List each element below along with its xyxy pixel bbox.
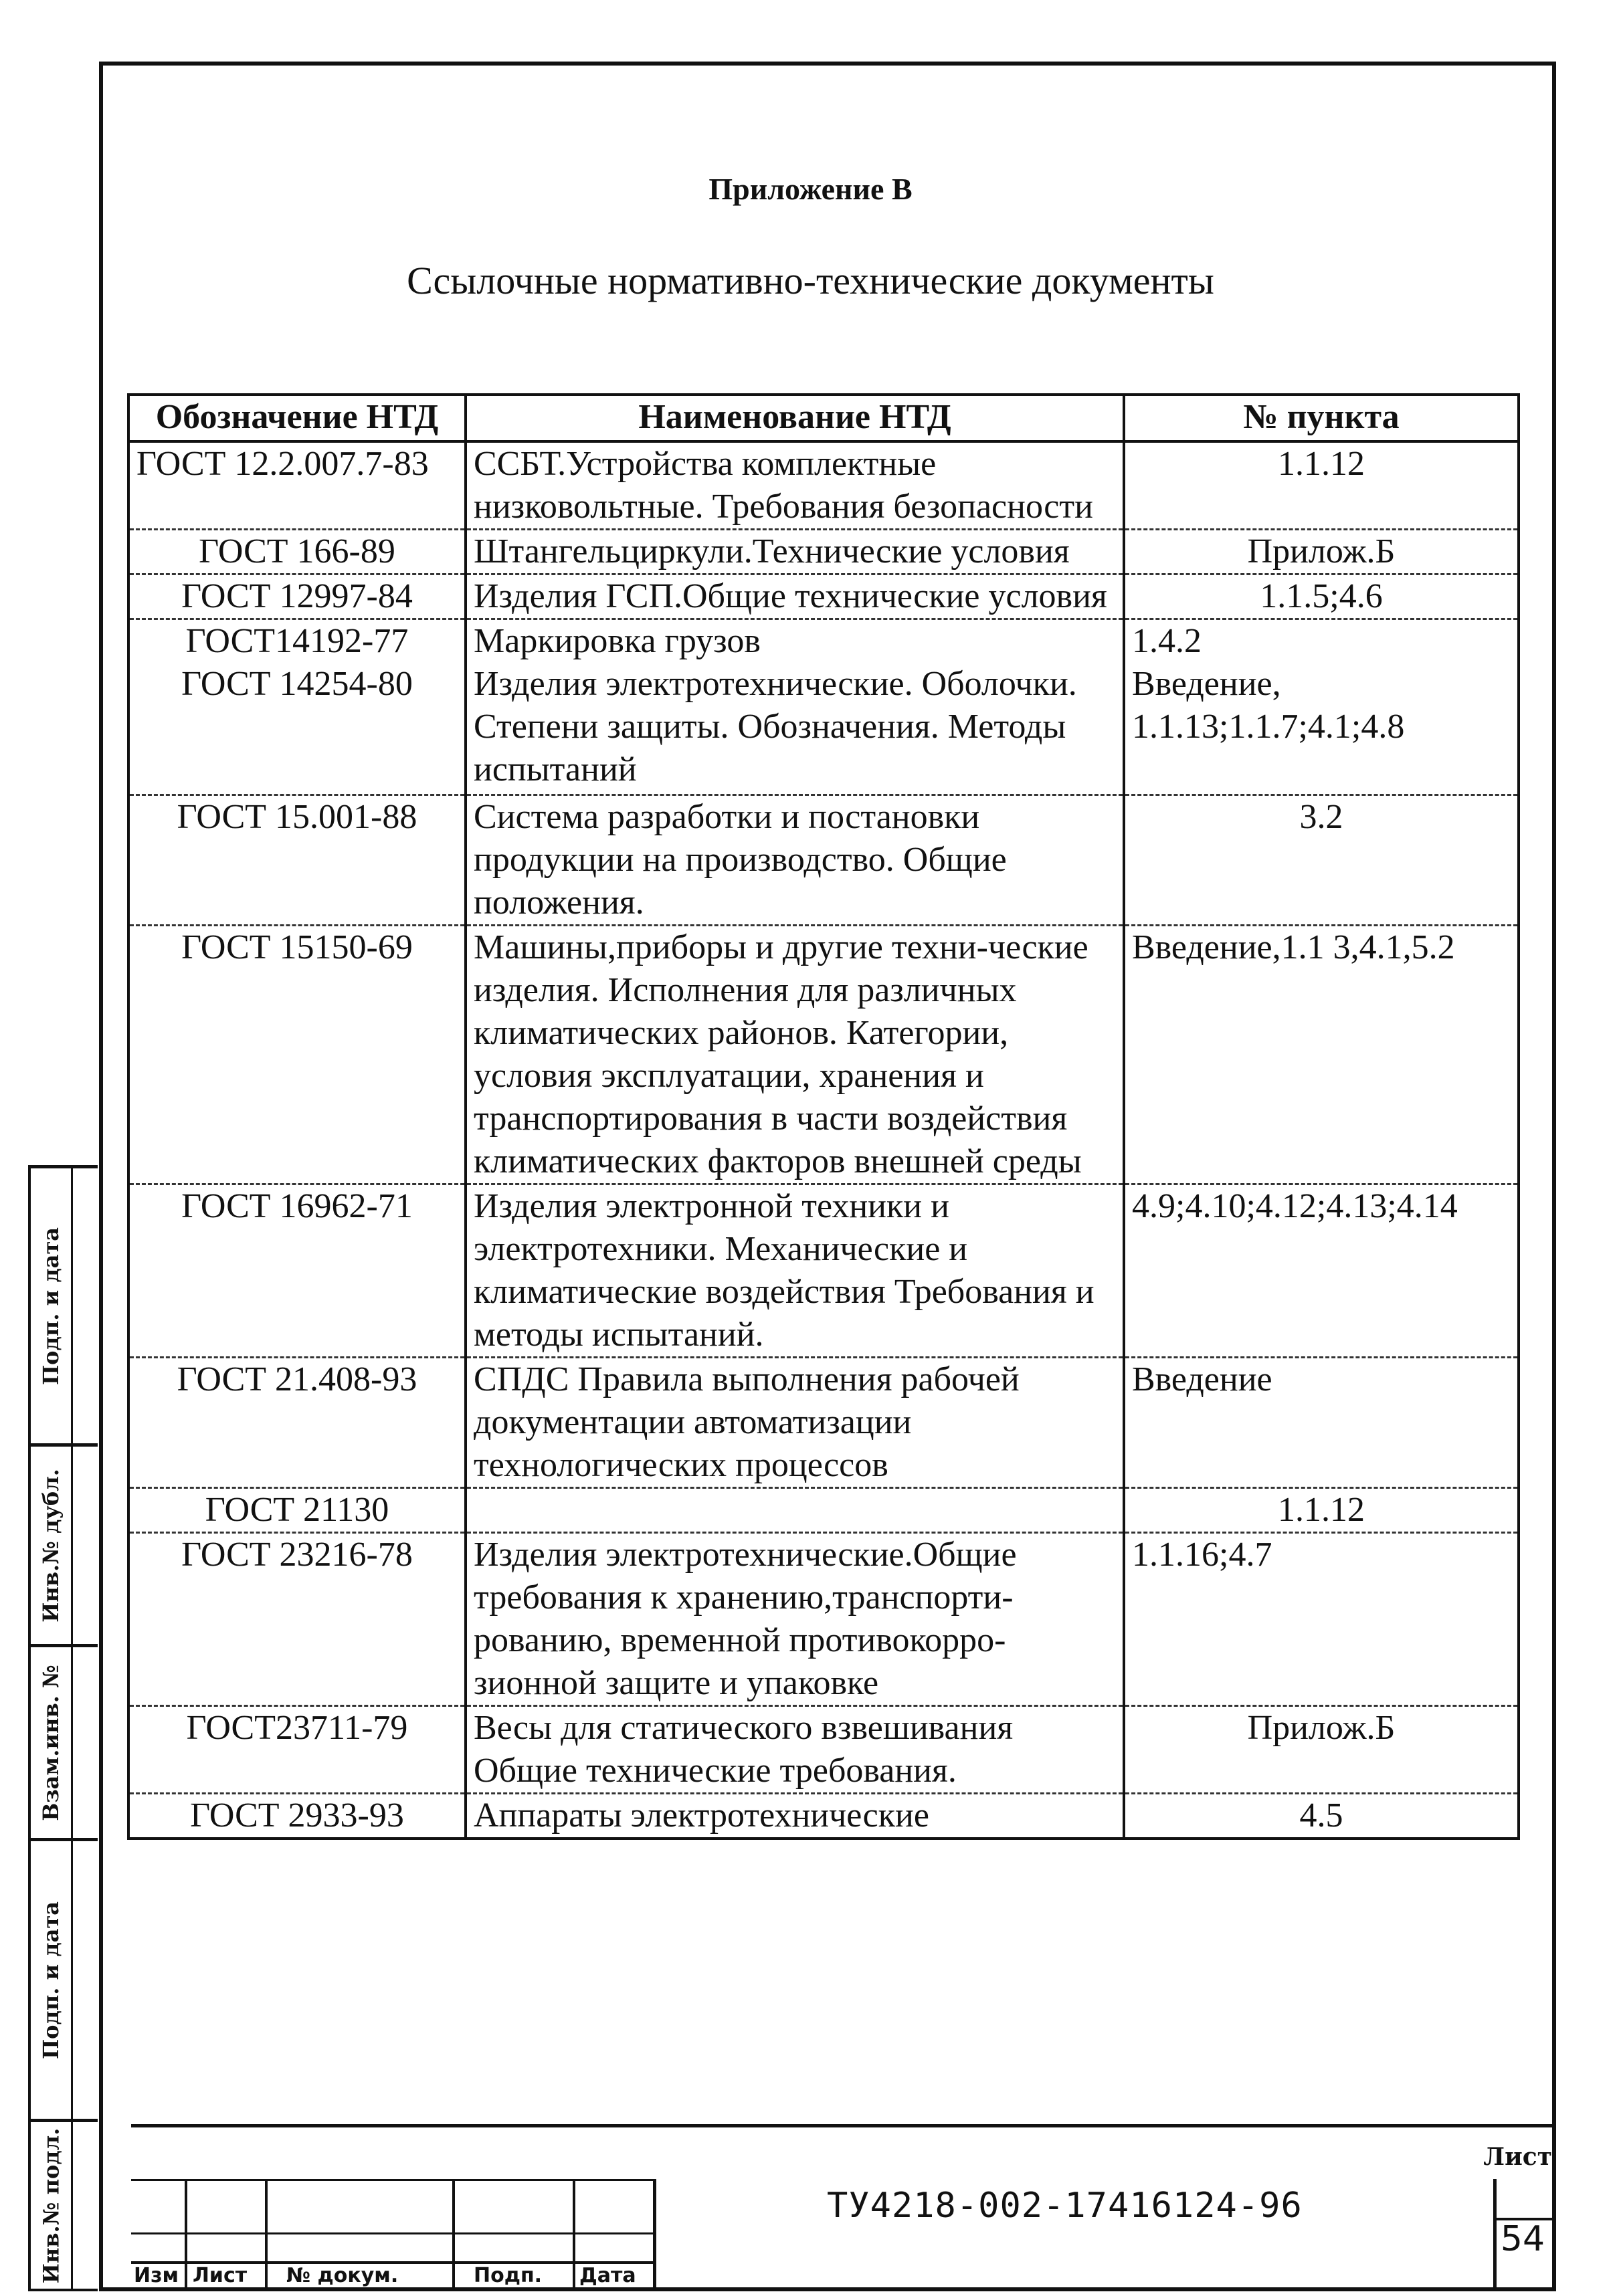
row-code: ГОСТ 14254-80: [128, 663, 466, 795]
row-name: СПДС Правила выполнения рабочей документации автоматизации технологических процессов: [466, 1358, 1124, 1488]
row-name: [466, 1488, 1124, 1533]
sheet-number: 54: [1500, 2219, 1545, 2259]
row-code: ГОСТ 12997-84: [128, 575, 466, 619]
margin-cell-inv-dup: [28, 1443, 98, 1644]
margin-cell-inv-orig: [28, 2119, 98, 2291]
row-name: Система разработки и постановки продукции на производство. Общие положения.: [466, 795, 1124, 926]
title-block-col-change: Изм: [134, 2264, 179, 2287]
table-row: [128, 441, 1519, 530]
row-code: ГОСТ 21.408-93: [128, 1358, 466, 1488]
row-name: ССБТ.Устройства комплектные низковольтные. Требования безопасности: [466, 441, 1124, 530]
margin-cell-signature-date-top: [28, 1165, 98, 1443]
row-point: Введение,1.1 3,4.1,5.2: [1124, 926, 1519, 1184]
margin-cell-replace-inv: [28, 1644, 98, 1838]
table-row: [128, 1358, 1519, 1488]
row-code: ГОСТ 16962-71: [128, 1184, 466, 1358]
title-block-col-date: Дата: [579, 2264, 636, 2287]
row-code: ГОСТ 23216-78: [128, 1533, 466, 1706]
table-row: [128, 926, 1519, 1184]
row-code: ГОСТ14192-77: [128, 619, 466, 663]
row-name: Машины,приборы и другие техни-ческие изделия. Исполнения для различных климатических районов. Категории, условия эксплуатации, хранения и транспортирования в части воздействия климатических факторов внешней среды: [466, 926, 1124, 1184]
margin-cell-signature-date-bottom: [28, 1838, 98, 2119]
row-name: Маркировка грузов: [466, 619, 1124, 663]
row-point: 1.1.12: [1124, 441, 1519, 530]
margin-label: Инв.№ подл.: [38, 2127, 64, 2283]
row-point: 1.1.12: [1124, 1488, 1519, 1533]
table-row: [128, 575, 1519, 619]
row-point: 4.9;4.10;4.12;4.13;4.14: [1124, 1184, 1519, 1358]
table-row: [128, 795, 1519, 926]
row-code: ГОСТ 15150-69: [128, 926, 466, 1184]
table-row: [128, 663, 1519, 795]
title-block-col-doc-no: № докум.: [286, 2264, 399, 2287]
row-name: Изделия электронной техники и электротехники. Механические и климатические воздействия Требования и методы испытаний.: [466, 1184, 1124, 1358]
row-code: ГОСТ 21130: [128, 1488, 466, 1533]
row-code: ГОСТ 12.2.007.7-83: [128, 441, 466, 530]
header-name: Наименование НТД: [466, 395, 1124, 441]
margin-label: Инв.№ дубл.: [38, 1468, 64, 1623]
table-row: [128, 1794, 1519, 1839]
table-row: [128, 1533, 1519, 1706]
row-name: Изделия электротехнические.Общие требования к хранению,транспорти-рованию, временной противокорро-зионной защите и упаковке: [466, 1533, 1124, 1706]
row-point: Введение: [1124, 1358, 1519, 1488]
row-name: Аппараты электротехнические: [466, 1794, 1124, 1839]
row-code: ГОСТ 15.001-88: [128, 795, 466, 926]
row-code: ГОСТ23711-79: [128, 1706, 466, 1794]
row-point: Прилож.Б: [1124, 530, 1519, 575]
appendix-title: Приложение В: [708, 172, 913, 206]
document-subtitle: Ссылочные нормативно-технические документы: [407, 259, 1214, 302]
title-block-col-signature: Подп.: [474, 2264, 543, 2287]
table-row: [128, 1184, 1519, 1358]
table-row: [128, 1488, 1519, 1533]
row-point: 1.1.5;4.6: [1124, 575, 1519, 619]
row-point: 4.5: [1124, 1794, 1519, 1839]
row-name: Изделия ГСП.Общие технические условия: [466, 575, 1124, 619]
sheet-caption: Лист: [1483, 2143, 1552, 2171]
title-block-col-sheet: Лист: [193, 2264, 248, 2287]
document-code: ТУ4218-002-17416124-96: [827, 2186, 1303, 2226]
row-point: 1.1.16;4.7: [1124, 1533, 1519, 1706]
margin-label: Подп. и дата: [38, 1227, 64, 1385]
margin-label: Взам.инв. №: [38, 1664, 64, 1821]
row-point: 1.4.2: [1124, 619, 1519, 663]
table-row: [128, 1706, 1519, 1794]
row-point: 3.2: [1124, 795, 1519, 926]
header-designation: Обозначение НТД: [128, 395, 466, 441]
table-header-row: [128, 395, 1519, 441]
row-name: Весы для статического взвешивания Общие технические требования.: [466, 1706, 1124, 1794]
title-block: [131, 2124, 1556, 2291]
margin-label: Подп. и дата: [38, 1901, 64, 2059]
row-point: Введение, 1.1.13;1.1.7;4.1;4.8: [1124, 663, 1519, 795]
row-code: ГОСТ 166-89: [128, 530, 466, 575]
row-name: Штангельциркули.Технические условия: [466, 530, 1124, 575]
reference-documents-table: [127, 393, 1520, 1840]
row-point: Прилож.Б: [1124, 1706, 1519, 1794]
row-code: ГОСТ 2933-93: [128, 1794, 466, 1839]
table-row: [128, 530, 1519, 575]
header-point: № пункта: [1124, 395, 1519, 441]
table-row: [128, 619, 1519, 663]
row-name: Изделия электротехнические. Оболочки. Степени защиты. Обозначения. Методы испытаний: [466, 663, 1124, 795]
